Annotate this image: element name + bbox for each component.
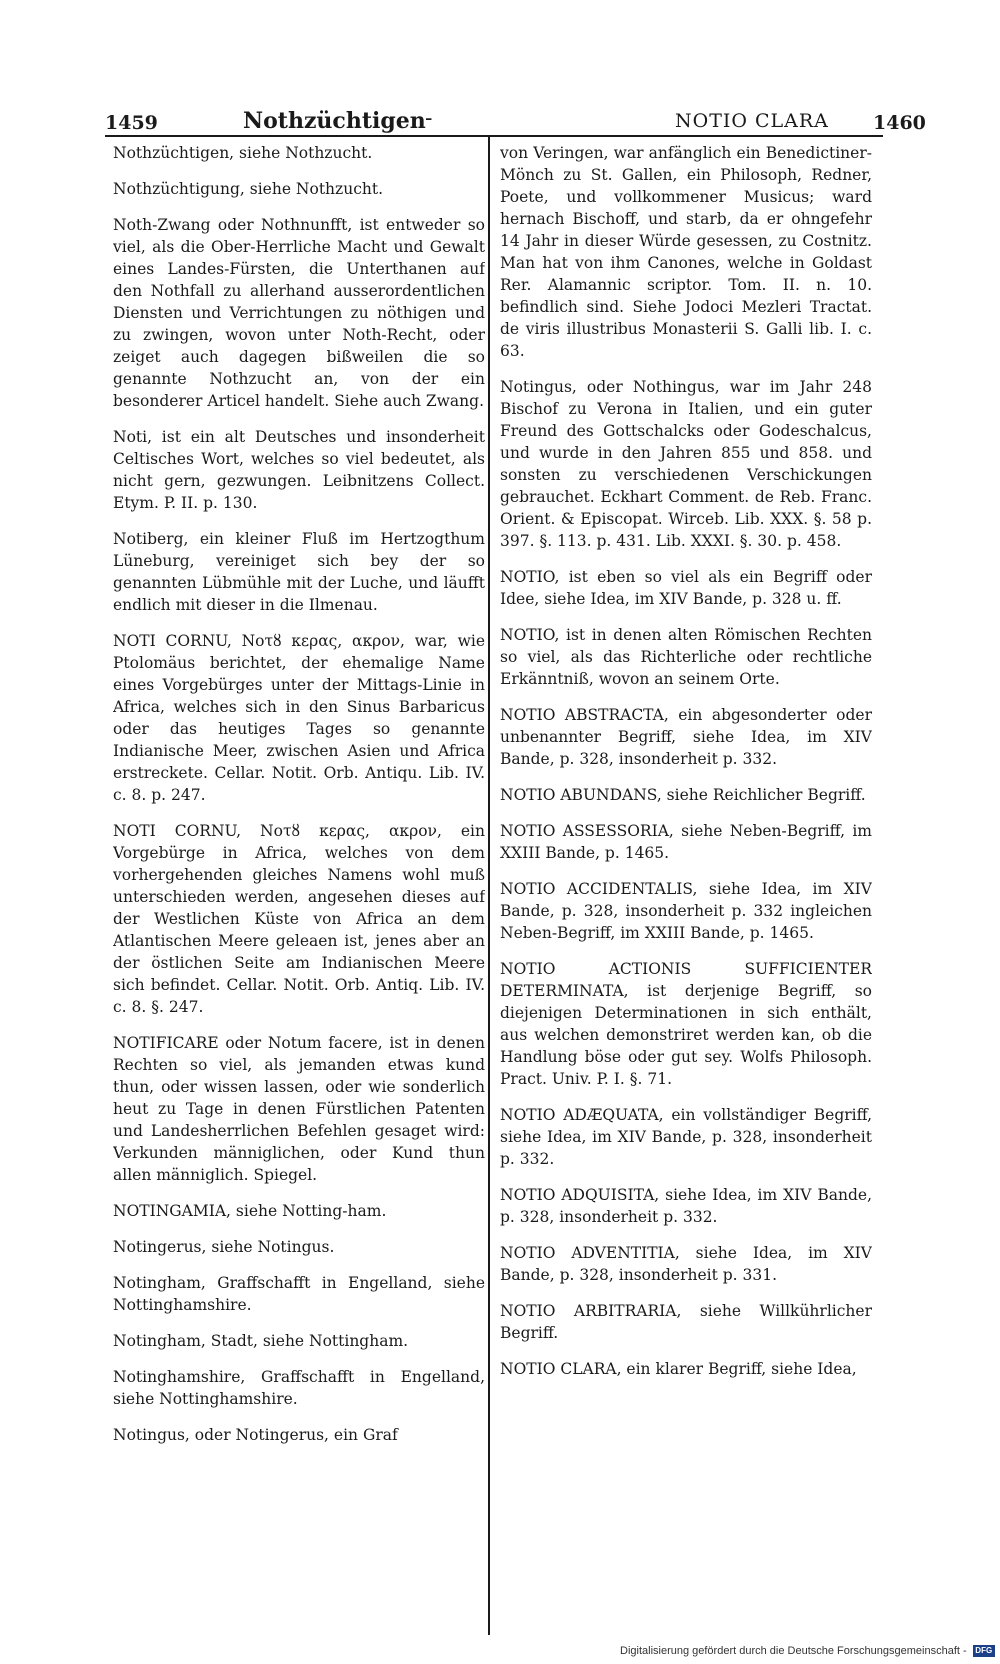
entry-text: NOTIO ABUNDANS, siehe Reichlicher Begriff. xyxy=(500,786,866,804)
page-number-left: 1459 xyxy=(105,112,158,134)
column-divider xyxy=(488,135,490,1635)
entry-text: Nothzüchtigung, siehe Nothzucht. xyxy=(113,180,384,198)
entry-text: NOTIFICARE oder Notum facere, ist in denen Rechten so viel, als jemanden etwas kund thun, oder wissen lassen, oder wie sonderlich heut zu Tage in denen Fürstlichen Patenten und Landesherrlichen Befehlen gesaget wird: Verkunden männiglichen, oder Kund thun allen männiglich. Spiegel. xyxy=(113,1034,485,1184)
entry xyxy=(500,704,872,770)
running-head-right: NOTIO CLARA xyxy=(675,110,829,132)
entry-text: NOTIO ADQUISITA, siehe Idea, im XIV Bande, p. 328, insonderheit p. 332. xyxy=(500,1186,872,1226)
entry xyxy=(500,820,872,864)
entry-text: NOTIO ABSTRACTA, ein abgesonderter oder unbenannter Begriff, siehe Idea, im XIV Bande, p. 328, insonderheit p. 332. xyxy=(500,706,872,768)
entry xyxy=(113,426,485,514)
entry xyxy=(113,1424,485,1446)
running-head-left: Nothzüchtigen xyxy=(243,108,426,134)
entry-text: NOTIO ACTIONIS SUFFICIENTER DETERMINATA, ist derjenige Begriff, so diejenigen Determinationen in sich enthält, aus welchen demonstriret werden kan, ob die Handlung böse oder gut sey. Wolfs Philosoph. Pract. Univ. P. I. §. 71. xyxy=(500,960,872,1088)
entry-text: NOTI CORNU, Νοτȣ κερας, ακρον, war, wie Ptolomäus berichtet, der ehemalige Name eines Vorgebürges unter der Mittags-Linie in Africa, welches sich in den Sinus Barbaricus oder das heutiges Tages so genannte Indianische Meer, zwischen Asien und Africa erstreckete. Cellar. Notit. Orb. Antiqu. Lib. IV. c. 8. p. 247. xyxy=(113,632,485,804)
entry xyxy=(113,142,485,164)
entry xyxy=(500,1242,872,1286)
entry-text: NOTIO ARBITRARIA, siehe Willkührlicher Begriff. xyxy=(500,1302,872,1342)
entry-text: Nothzüchtigen, siehe Nothzucht. xyxy=(113,144,373,162)
entry-text: NOTIO ADÆQUATA, ein vollständiger Begriff, siehe Idea, im XIV Bande, p. 328, insonderheit p. 332. xyxy=(500,1106,872,1168)
left-column xyxy=(113,142,485,1632)
entry xyxy=(500,142,872,362)
entry-text: NOTINGAMIA, siehe Notting-ham. xyxy=(113,1202,387,1220)
entry xyxy=(113,178,485,200)
header-rule xyxy=(105,135,883,137)
footer-text: Digitalisierung gefördert durch die Deutsche Forschungsgemeinschaft - xyxy=(620,1645,967,1657)
entry-text: NOTIO ADVENTITIA, siehe Idea, im XIV Bande, p. 328, insonderheit p. 331. xyxy=(500,1244,872,1284)
entry xyxy=(113,1272,485,1316)
entry xyxy=(500,1358,872,1380)
entry xyxy=(113,820,485,1018)
entry xyxy=(113,214,485,412)
entry-text: Notingham, Graffschafft in Engelland, siehe Nottinghamshire. xyxy=(113,1274,485,1314)
entry xyxy=(113,1032,485,1186)
entry xyxy=(113,1366,485,1410)
entry xyxy=(113,1330,485,1352)
entry-text: Noth-Zwang oder Nothnunfft, ist entweder so viel, als die Ober-Herrliche Macht und Gewalt eines Landes-Fürsten, die Unterthanen auf den Nothfall zu allerhand ausserordentlichen Diensten und Verrichtungen zu nöthigen und zu zwingen, wovon unter Noth-Recht, oder zeiget auch dagegen bißweilen die so genannte Nothzucht an, von der ein besonderer Articel handelt. Siehe auch Zwang. xyxy=(113,216,485,410)
entry-text: Notingham, Stadt, siehe Nottingham. xyxy=(113,1332,409,1350)
entry-text: NOTIO, ist in denen alten Römischen Rechten so viel, als das Richterliche oder rechtliche Erkänntniß, wovon an seinem Orte. xyxy=(500,626,872,688)
entry xyxy=(113,1200,485,1222)
entry-text: Notingus, oder Notingerus, ein Graf xyxy=(113,1426,398,1444)
right-column xyxy=(500,142,872,1632)
page xyxy=(95,98,926,1638)
entry-text: von Veringen, war anfänglich ein Benedictiner-Mönch zu St. Gallen, ein Philosoph, Redner, Poete, und vollkommener Musicus; ward hernach Bischoff, und starb, da er ohngefehr 14 Jahr in dieser Würde gesessen, zu Costnitz. Man hat von ihm Canones, welche in Goldast Rer. Alamannic scriptor. Tom. II. n. 10. befindlich sind. Siehe Jodoci Mezleri Tractat. de viris illustribus Monasterii S. Galli lib. I. c. 63. xyxy=(500,144,872,360)
entry-text: Notiberg, ein kleiner Fluß im Hertzogthum Lüneburg, vereiniget sich bey der so genannten Lübmühle mit der Luche, und läufft endlich mit dieser in die Ilmenau. xyxy=(113,530,485,614)
entry xyxy=(500,566,872,610)
entry-text: NOTIO ACCIDENTALIS, siehe Idea, im XIV Bande, p. 328, insonderheit p. 332 ingleichen Neben-Begriff, im XXIII Bande, p. 1465. xyxy=(500,880,872,942)
page-header xyxy=(95,98,926,138)
entry xyxy=(113,528,485,616)
entry xyxy=(500,1104,872,1170)
entry xyxy=(500,1300,872,1344)
entry xyxy=(113,630,485,806)
dfg-logo-icon: DFG xyxy=(973,1645,995,1657)
entry-text: Noti, ist ein alt Deutsches und insonderheit Celtisches Wort, welches so viel bedeutet, als nicht gern, gezwungen. Leibnitzens Collect. Etym. P. II. p. 130. xyxy=(113,428,485,512)
entry xyxy=(500,624,872,690)
header-dash: - xyxy=(425,106,433,131)
entry-text: NOTI CORNU, Νοτȣ κερας, ακρον, ein Vorgebürge in Africa, welches von dem vorhergehenden gleiches Namens wohl muß unterschieden werden, angesehen dieses auf der Westlichen Küste von Africa an dem Atlantischen Meere geleaen ist, jenes aber an der östlichen Seite am Indianischen Meere sich befindet. Cellar. Notit. Orb. Antiq. Lib. IV. c. 8. §. 247. xyxy=(113,822,485,1016)
entry-text: Notingus, oder Nothingus, war im Jahr 248 Bischof zu Verona in Italien, und ein guter Freund des Gottschalcks oder Godeschalcus, und wurde in den Jahren 855 und 858. und sonsten zu verschiedenen Verschickungen gebrauchet. Eckhart Comment. de Reb. Franc. Orient. & Episcopat. Wirceb. Lib. XXX. §. 58 p. 397. §. 113. p. 431. Lib. XXXI. §. 30. p. 458. xyxy=(500,378,872,550)
entry xyxy=(113,1236,485,1258)
entry-text: NOTIO, ist eben so viel als ein Begriff oder Idee, siehe Idea, im XIV Bande, p. 328 u. ff. xyxy=(500,568,872,608)
entry xyxy=(500,958,872,1090)
digitization-footer xyxy=(620,1645,995,1657)
entry xyxy=(500,376,872,552)
entry xyxy=(500,878,872,944)
entry-text: Notingerus, siehe Notingus. xyxy=(113,1238,335,1256)
entry-text: NOTIO ASSESSORIA, siehe Neben-Begriff, im XXIII Bande, p. 1465. xyxy=(500,822,872,862)
entry xyxy=(500,1184,872,1228)
entry-text: Notinghamshire, Graffschafft in Engelland, siehe Nottinghamshire. xyxy=(113,1368,485,1408)
page-number-right: 1460 xyxy=(873,112,926,134)
entry xyxy=(500,784,872,806)
entry-text: NOTIO CLARA, ein klarer Begriff, siehe Idea, xyxy=(500,1360,857,1378)
